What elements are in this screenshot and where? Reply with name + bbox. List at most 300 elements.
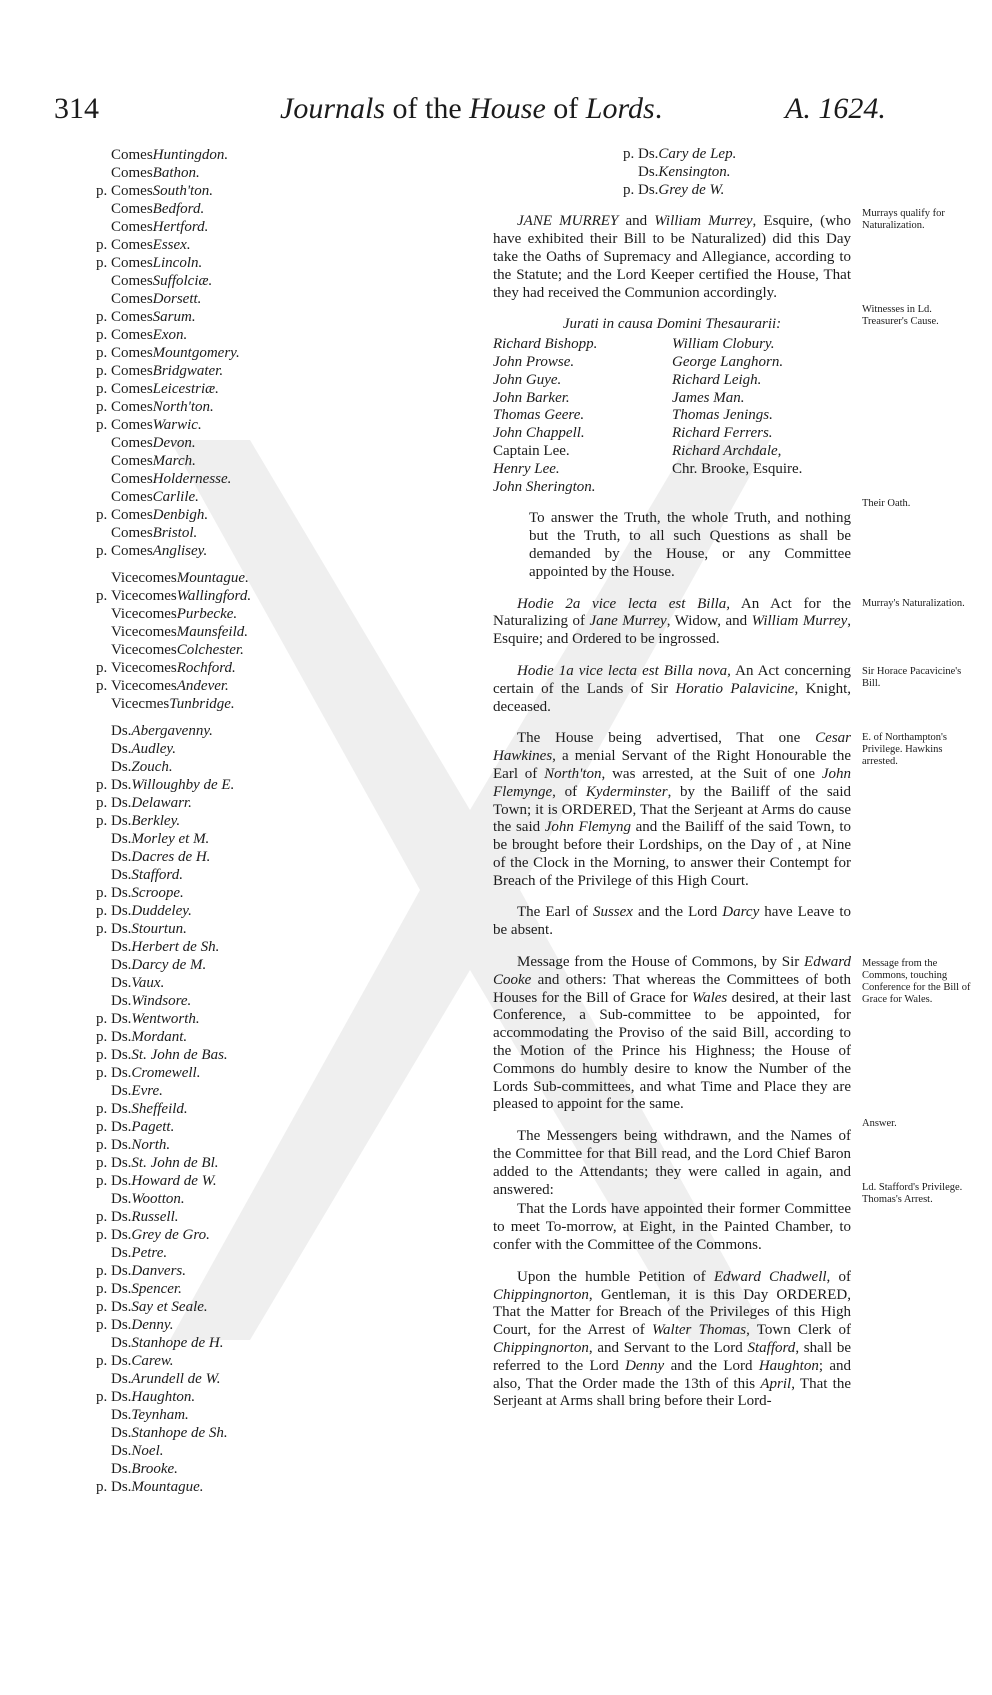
rank-title: Ds.	[111, 993, 132, 1009]
running-header	[0, 92, 992, 132]
witness-name: John Prowse.	[493, 353, 575, 370]
text-run: The Messengers being withdrawn, and the Names of the Committee for that Bill read, and the Lord Chief Baron added to the Attendants; they were called in again, and answered:	[493, 1128, 851, 1198]
text-run: , by the Bailiff of the said Town; it is ORDERED, That the Serjeant at Arms do cause the said	[493, 783, 851, 836]
peer-name: March.	[152, 453, 196, 469]
presence-mark	[96, 605, 111, 623]
attendance-entry	[96, 659, 456, 677]
text-run: and the Lord	[664, 1357, 759, 1374]
rank-title: Ds.	[111, 1029, 132, 1045]
peer-name: Maunsfeild.	[176, 624, 248, 640]
peer-name: Colchester.	[176, 642, 244, 658]
peer-name: Darcy de M.	[131, 957, 207, 973]
presence-mark	[96, 992, 111, 1010]
peer-name: Denny.	[131, 1317, 174, 1333]
rank-title: Comes	[111, 237, 153, 253]
attendance-entry	[96, 812, 456, 830]
rank-title: Ds.	[111, 1281, 132, 1297]
presence-mark: p.	[96, 255, 108, 271]
text-run: John Flemynge	[493, 765, 852, 800]
attendance-entry	[96, 1208, 456, 1226]
attendance-entry	[96, 1280, 456, 1298]
rank-title: Comes	[111, 507, 153, 523]
peer-name: Bedford.	[152, 201, 205, 217]
peer-name: Say et Seale.	[131, 1299, 208, 1315]
text-run: , of	[552, 783, 586, 800]
attendance-entry	[96, 218, 456, 236]
rank-title: Comes	[111, 363, 153, 379]
rank-title: Ds.	[638, 181, 659, 198]
presence-mark: p.	[96, 1101, 108, 1117]
presence-mark	[96, 1244, 111, 1262]
presence-mark: p.	[96, 345, 108, 361]
attendance-entry	[96, 326, 456, 344]
attendance-entry	[96, 452, 456, 470]
messengers-paragraph	[493, 1128, 851, 1199]
text-run: Message from the House of Commons, by Sir	[517, 954, 805, 971]
text-run: April	[760, 1375, 792, 1392]
peer-name: Kensington.	[658, 163, 731, 180]
rank-title: Ds.	[111, 1353, 132, 1369]
attendance-entry	[96, 830, 456, 848]
attendance-entry	[96, 1190, 456, 1208]
peer-name: Abergavenny.	[131, 723, 213, 739]
attendance-entry	[96, 605, 456, 623]
text-run: , shall be referred to the Lord	[493, 1340, 851, 1374]
text-run: , of	[826, 1268, 852, 1285]
murrey-oath-paragraph	[493, 213, 851, 302]
commons-message-paragraph	[493, 954, 851, 1114]
rank-title: Comes	[111, 525, 153, 541]
witness-name: Thomas Jenings.	[672, 407, 773, 424]
attendance-entry	[96, 938, 456, 956]
presence-mark	[96, 722, 111, 740]
margin-note: Murray's Naturalization.	[862, 598, 965, 609]
witness-column-right	[672, 336, 851, 496]
text-run: desired, at their last Conference, a Sub-committee to be appointed, for accommodating the Proviso of the said Bill, according to the Motion of the Prince his Highness; the House of Commons do humbly desire to know the Number of the Lords Sub-committees, and what Time and Place they are pleased to appoint for the same.	[493, 989, 851, 1113]
rank-title: Ds.	[111, 885, 132, 901]
rank-title: Vicecmes	[111, 696, 170, 712]
peer-name: Pagett.	[131, 1119, 175, 1135]
murray-bill-paragraph	[493, 596, 851, 649]
rank-title: Ds.	[111, 1335, 132, 1351]
attendance-entry	[96, 290, 456, 308]
presence-mark: p.	[96, 1281, 108, 1297]
peer-name: Delawarr.	[131, 795, 192, 811]
rank-title: Ds.	[111, 849, 132, 865]
peer-name: Scroope.	[131, 885, 184, 901]
text-run: To answer the Truth, the whole Truth, and nothing but the Truth, to all such Questions as shall be demanded by the House, or any Committee appointed by the House.	[529, 510, 851, 580]
text-run: ; and also, That the Order made the 13th of this	[493, 1357, 852, 1392]
peer-name: Suffolciæ.	[152, 273, 213, 289]
peer-name: Sarum.	[152, 309, 196, 325]
presence-mark	[96, 956, 111, 974]
attendance-entry	[96, 1370, 456, 1388]
text-run: Darcy	[722, 904, 760, 921]
peer-name: South'ton.	[152, 183, 213, 199]
rank-title: Comes	[111, 219, 153, 235]
presence-mark: p.	[96, 1011, 108, 1027]
attendance-entry	[96, 776, 456, 794]
text-run: Denny	[625, 1357, 665, 1374]
page-number: 314	[54, 92, 99, 125]
presence-mark: p.	[96, 813, 108, 829]
rank-title: Ds.	[111, 921, 132, 937]
peer-name: Arundell de W.	[131, 1371, 221, 1387]
peer-name: Bathon.	[152, 165, 200, 181]
attendance-entry	[96, 524, 456, 542]
presence-mark: p.	[623, 146, 635, 162]
peer-name: Teynham.	[131, 1407, 189, 1423]
text-run: William Murrey	[654, 213, 753, 230]
attendance-entry	[96, 794, 456, 812]
peer-name: Denbigh.	[152, 507, 209, 523]
presence-mark	[96, 740, 111, 758]
text-run: William Murrey	[751, 613, 848, 630]
peer-name: Wallingford.	[176, 588, 252, 604]
rank-title: Ds.	[111, 1209, 132, 1225]
attendance-entry	[96, 623, 456, 641]
peer-name: Bridgwater.	[152, 363, 224, 379]
attendance-entry	[96, 758, 456, 776]
presence-mark: p.	[96, 1029, 108, 1045]
peer-name: North'ton.	[152, 399, 214, 415]
rank-title: Comes	[111, 309, 153, 325]
witness-name: Chr. Brooke, Esquire.	[672, 460, 803, 477]
peer-name: Anglisey.	[152, 543, 208, 559]
rank-title: Comes	[111, 273, 153, 289]
rank-title: Ds.	[111, 903, 132, 919]
text-run: , Esquire; and Ordered to be ingrossed.	[493, 613, 851, 648]
peer-name: Stourtun.	[131, 921, 187, 937]
rank-title: Comes	[111, 255, 153, 271]
text-run: Edward Cooke	[493, 954, 851, 988]
witness-name: Richard Leigh.	[672, 371, 762, 388]
presence-mark: p.	[96, 1353, 108, 1369]
peer-name: Tunbridge.	[169, 696, 235, 712]
presence-mark	[96, 488, 111, 506]
attendance-entry	[96, 1100, 456, 1118]
presence-mark	[96, 1460, 111, 1478]
rank-title: Ds.	[111, 1011, 132, 1027]
peer-name: Dorsett.	[152, 291, 202, 307]
rank-title: Ds.	[111, 1191, 132, 1207]
peer-name: Windsore.	[131, 993, 192, 1009]
text-run: Chippingnorton	[493, 1286, 589, 1303]
text-run: , That the Serjeant at Arms shall bring before their Lord-	[493, 1375, 852, 1410]
rank-title: Comes	[111, 543, 153, 559]
peer-name: Dacres de H.	[131, 849, 211, 865]
peer-name: Lincoln.	[152, 255, 203, 271]
presence-mark	[96, 1082, 111, 1100]
rank-title: Comes	[111, 489, 153, 505]
attendance-entry	[96, 641, 456, 659]
text-run: and	[618, 213, 655, 230]
attendance-entry	[96, 722, 456, 740]
presence-mark: p.	[96, 507, 108, 523]
rank-title: Ds.	[111, 741, 132, 757]
attendance-entry	[96, 272, 456, 290]
rank-title: Vicecomes	[111, 624, 177, 640]
text-run: That the Lords have appointed their former Committee to meet To-morrow, at Eight, in the Painted Chamber, to confer with the Committee of the Commons.	[493, 1201, 851, 1254]
text-run: , Widow, and	[666, 613, 752, 630]
hawkines-arrest-paragraph	[493, 730, 851, 890]
oath-paragraph	[493, 510, 851, 581]
margin-note: Answer.	[862, 1118, 897, 1129]
rank-title: Vicecomes	[111, 588, 177, 604]
rank-title: Ds.	[111, 1137, 132, 1153]
margin-note: Ld. Stafford's Privilege. Thomas's Arrest.	[862, 1182, 963, 1205]
attendance-entry	[96, 1478, 456, 1496]
text-run: , Town Clerk of	[746, 1322, 851, 1339]
presence-mark: p.	[96, 309, 108, 325]
attendance-entry	[96, 1388, 456, 1406]
attendance-entry	[96, 200, 456, 218]
peer-name: Grey de Gro.	[131, 1227, 210, 1243]
attendance-entry	[96, 920, 456, 938]
margin-note: Murrays qualify for Naturalization.	[862, 208, 945, 231]
presence-mark	[96, 866, 111, 884]
rank-title: Ds.	[111, 975, 132, 991]
peer-name: Mountague.	[176, 570, 249, 586]
text-run: North'ton	[544, 765, 602, 782]
witness-name: Thomas Geere.	[493, 407, 585, 424]
chadwell-petition-paragraph	[493, 1269, 851, 1411]
peer-name: Huntingdon.	[152, 147, 229, 163]
witness-name: Henry Lee.	[493, 460, 560, 477]
presence-mark	[96, 200, 111, 218]
peer-name: Morley et M.	[131, 831, 210, 847]
witness-name: Richard Archdale,	[672, 442, 782, 459]
peer-name: Petre.	[131, 1245, 168, 1261]
rank-title: Ds.	[111, 1083, 132, 1099]
presence-mark: p.	[96, 381, 108, 397]
witness-name: Captain Lee.	[493, 442, 570, 459]
attendance-entry	[96, 1082, 456, 1100]
attendance-entry	[96, 1334, 456, 1352]
rank-title: Ds.	[111, 795, 132, 811]
peer-name: Cary de Lep.	[658, 146, 737, 162]
presence-mark: p.	[96, 1479, 108, 1495]
peer-name: Noel.	[131, 1443, 164, 1459]
presence-mark: p.	[96, 417, 108, 433]
presence-mark: p.	[96, 1389, 108, 1405]
witness-name: John Guye.	[493, 371, 562, 388]
barons-group	[96, 722, 456, 1496]
presence-mark	[96, 623, 111, 641]
peer-name: Essex.	[152, 237, 191, 253]
peer-name: Wootton.	[131, 1191, 185, 1207]
rank-title: Ds.	[111, 957, 132, 973]
presence-mark	[96, 164, 111, 182]
presence-mark: p.	[96, 885, 108, 901]
text-run: , Knight, deceased.	[493, 680, 851, 715]
witness-name: James Man.	[672, 389, 745, 406]
attendance-entry	[96, 1442, 456, 1460]
rank-title: Ds.	[111, 1389, 132, 1405]
attendance-entry	[96, 380, 456, 398]
presence-mark: p.	[96, 1137, 108, 1153]
peer-name: Bristol.	[152, 525, 198, 541]
viscounts-group	[96, 569, 456, 713]
attendance-entry	[96, 1460, 456, 1478]
rank-title: Comes	[111, 435, 153, 451]
rank-title: Ds.	[111, 1317, 132, 1333]
text-run: Horatio Palavicine	[675, 680, 795, 697]
presence-mark	[96, 1370, 111, 1388]
text-run: Cesar Hawkines	[493, 730, 851, 765]
text-run: and the Bailiff of the said Town, to be brought before their Lordships, on the Day of , at Nine of the Clock in the Morning, to answer their Contempt for Breach of the Privilege of this High Court.	[493, 819, 851, 889]
margin-note: Sir Horace Pacavicine's Bill.	[862, 666, 962, 689]
peer-name: Carew.	[131, 1353, 174, 1369]
peer-name: Devon.	[152, 435, 196, 451]
attendance-entry	[96, 398, 456, 416]
attendance-entry	[96, 992, 456, 1010]
jurati-title: Jurati in causa Domini Thesaurarii:	[562, 316, 782, 333]
text-run: JANE MURREY	[517, 213, 619, 230]
rank-title: Ds.	[111, 1065, 132, 1081]
attendance-entry	[623, 146, 851, 164]
peer-name: Mountgomery.	[152, 345, 240, 361]
presence-mark: p.	[96, 1065, 108, 1081]
peer-name: North.	[131, 1137, 171, 1153]
peer-name: Andever.	[176, 678, 229, 694]
presence-mark: p.	[96, 1299, 108, 1315]
peer-name: Spencer.	[131, 1281, 182, 1297]
witness-name: John Sherington.	[493, 478, 596, 495]
text-run: Hodie 2a vice lecta est Billa,	[517, 595, 731, 612]
text-run: and others: That whereas the Committees of both Houses for the Bill of Grace for	[493, 971, 851, 1006]
rank-title: Ds.	[111, 831, 132, 847]
presence-mark	[96, 218, 111, 236]
peer-name: Stanhope de Sh.	[131, 1425, 228, 1441]
witness-name: John Chappell.	[493, 425, 585, 442]
rank-title: Ds.	[111, 1263, 132, 1279]
rank-title: Ds.	[111, 813, 132, 829]
rank-title: Vicecomes	[111, 642, 177, 658]
presence-mark	[96, 1190, 111, 1208]
text-run: An Act concerning certain of the Lands of Sir	[493, 662, 851, 697]
presence-mark: p.	[96, 795, 108, 811]
presence-mark: p.	[96, 588, 108, 604]
attendance-entry	[96, 1262, 456, 1280]
attendance-entry	[623, 182, 851, 200]
main-text	[493, 146, 851, 1425]
presence-mark	[96, 272, 111, 290]
peer-name: Willoughby de E.	[131, 777, 235, 793]
rank-title: Ds.	[111, 1479, 132, 1495]
rank-title: Ds.	[638, 163, 659, 180]
peer-name: Carlile.	[152, 489, 199, 505]
witness-column-left	[493, 336, 672, 496]
attendance-entry	[96, 146, 456, 164]
text-run: Kyderminster	[585, 783, 668, 800]
presence-mark	[96, 1424, 111, 1442]
text-run: , Esquire, (who have exhibited their Bill to be Naturalized) did this Day take the Oaths of Supremacy and Allegiance, according to the Statute; and the Lord Keeper certified the House, That they had received the Communion accordingly.	[493, 213, 851, 301]
attendance-entry	[96, 569, 456, 587]
presence-mark	[96, 470, 111, 488]
text-run: Sussex	[592, 904, 633, 921]
rank-title: Comes	[111, 381, 153, 397]
attendance-entry	[96, 1046, 456, 1064]
text-run: have Leave to be absent.	[493, 904, 851, 939]
presence-mark: p.	[96, 1173, 108, 1189]
rank-title: Ds.	[111, 1155, 132, 1171]
rank-title: Vicecomes	[111, 570, 177, 586]
attendance-entry	[96, 1172, 456, 1190]
earls-group	[96, 146, 456, 560]
rank-title: Comes	[111, 165, 153, 181]
presence-mark	[623, 164, 638, 182]
presence-mark: p.	[96, 1263, 108, 1279]
rank-title: Ds.	[111, 777, 132, 793]
presence-mark	[96, 452, 111, 470]
text-run: Jane Murrey	[589, 613, 667, 630]
presence-mark: p.	[96, 399, 108, 415]
margin-note: Message from the Commons, touching Conference for the Bill of Grace for Wales.	[862, 958, 971, 1005]
rank-title: Comes	[111, 147, 153, 163]
peer-name: Herbert de Sh.	[131, 939, 220, 955]
peer-name: Haughton.	[131, 1389, 196, 1405]
attendance-entry	[96, 1064, 456, 1082]
peer-name: Berkley.	[131, 813, 181, 829]
peer-name: Duddeley.	[131, 903, 192, 919]
text-run: , Gentleman, it is this Day ORDERED, That the Matter for Breach of the Privileges of this High Court, for the Arrest of	[493, 1286, 851, 1339]
presence-mark	[96, 524, 111, 542]
presence-mark	[96, 938, 111, 956]
presence-mark: p.	[96, 903, 108, 919]
attendance-entry	[96, 434, 456, 452]
witness-list	[493, 336, 851, 496]
presence-mark: p.	[96, 327, 108, 343]
rank-title: Ds.	[111, 1101, 132, 1117]
attendance-entry	[96, 1154, 456, 1172]
rank-title: Ds.	[111, 1119, 132, 1135]
text-run: An Act for the Naturalizing of	[493, 595, 852, 630]
attendance-entry	[623, 164, 851, 182]
attendance-entry	[96, 362, 456, 380]
attendance-continued	[623, 146, 851, 199]
rank-title: Ds.	[111, 1299, 132, 1315]
attendance-entry	[96, 182, 456, 200]
text-run: Upon the humble Petition of	[517, 1268, 714, 1285]
presence-mark: p.	[96, 1209, 108, 1225]
presence-mark: p.	[96, 183, 108, 199]
attendance-entry	[96, 542, 456, 560]
attendance-entry	[96, 416, 456, 434]
presence-mark: p.	[96, 1047, 108, 1063]
rank-title: Comes	[111, 399, 153, 415]
text-run: and the Lord	[632, 904, 723, 921]
attendance-entry	[96, 1424, 456, 1442]
attendance-entry	[96, 1244, 456, 1262]
text-run: John Flemyng	[544, 819, 632, 836]
presence-mark	[96, 758, 111, 776]
palavicine-bill-paragraph	[493, 663, 851, 716]
peer-name: Stafford.	[131, 867, 183, 883]
presence-mark: p.	[96, 921, 108, 937]
peer-name: Zouch.	[131, 759, 173, 775]
rank-title: Ds.	[111, 1371, 132, 1387]
presence-mark	[96, 434, 111, 452]
attendance-entry	[96, 740, 456, 758]
presence-mark	[96, 569, 111, 587]
text-run: , a menial Servant of the Right Honourable the Earl of	[493, 748, 851, 782]
attendance-entry	[96, 974, 456, 992]
attendance-entry	[96, 1118, 456, 1136]
peer-name: Evre.	[131, 1083, 163, 1099]
peer-name: St. John de Bas.	[131, 1047, 228, 1063]
attendance-entry	[96, 1352, 456, 1370]
